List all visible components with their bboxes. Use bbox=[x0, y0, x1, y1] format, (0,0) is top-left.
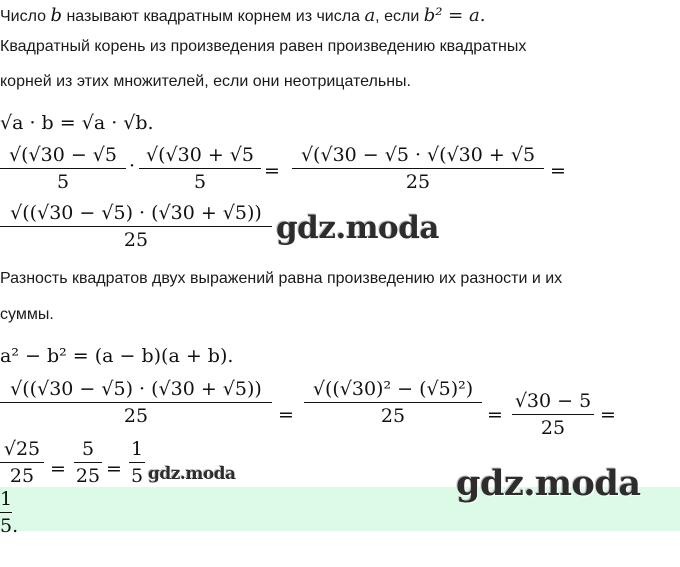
fraction-bar bbox=[0, 462, 44, 463]
fraction-bar bbox=[74, 462, 102, 463]
equals: = bbox=[50, 458, 66, 480]
equals: = bbox=[106, 458, 122, 480]
fraction bbox=[0, 438, 44, 487]
numerator: √((√30 − √5) · (√30 + √5)) bbox=[10, 378, 262, 400]
fraction bbox=[292, 144, 544, 193]
paragraph-line: Квадратный корень из произведения равен произведению квадратных bbox=[0, 38, 527, 55]
equals: = bbox=[487, 404, 503, 426]
numerator: √((√30 − √5) · (√30 + √5)) bbox=[10, 202, 262, 224]
numerator: √25 bbox=[3, 438, 41, 460]
numerator: √(√30 − √5 bbox=[9, 144, 117, 166]
denominator: 25 bbox=[123, 229, 149, 251]
denominator: 25 bbox=[380, 405, 406, 427]
denominator: 5 bbox=[130, 465, 144, 487]
definition-line: Число b называют квадратным корнем из числа a, если b² = a. bbox=[0, 5, 486, 26]
fraction bbox=[0, 144, 126, 193]
rule-product-root: √a · b = √a · √b. bbox=[0, 112, 154, 134]
fraction-bar bbox=[139, 168, 261, 169]
numerator: 1 bbox=[0, 488, 13, 510]
denominator: 5 bbox=[193, 171, 207, 193]
rule-difference-of-squares: a² − b² = (a − b)(a + b). bbox=[0, 345, 234, 367]
fraction-bar bbox=[292, 168, 544, 169]
paragraph-line: корней из этих множителей, если они неотрицательны. bbox=[0, 73, 411, 90]
fraction bbox=[0, 378, 272, 427]
denominator: 25 bbox=[75, 465, 101, 487]
numerator: 1 bbox=[130, 438, 144, 460]
fraction bbox=[304, 378, 482, 427]
fraction bbox=[0, 202, 272, 251]
var-a: a bbox=[364, 5, 376, 26]
paragraph-line: Разность квадратов двух выражений равна произведению их разности и их bbox=[0, 270, 563, 287]
numerator: √(√30 − √5 · √(√30 + √5 bbox=[300, 144, 536, 166]
fraction bbox=[139, 144, 261, 193]
numerator: √((√30)² − (√5)²) bbox=[312, 378, 474, 400]
fraction-bar bbox=[512, 414, 594, 415]
denominator: 25 bbox=[405, 171, 431, 193]
operator: · bbox=[129, 155, 136, 177]
paragraph-line: суммы. bbox=[0, 306, 54, 323]
fraction-bar bbox=[0, 226, 272, 227]
watermark: gdz.moda bbox=[456, 463, 641, 504]
equals: = bbox=[264, 160, 280, 182]
fraction-bar bbox=[304, 402, 482, 403]
fraction-bar bbox=[0, 168, 126, 169]
text-chunk: Число bbox=[0, 8, 47, 25]
watermark: gdz.moda bbox=[276, 210, 439, 246]
equals: = bbox=[278, 404, 294, 426]
fraction-bar bbox=[0, 512, 12, 513]
denominator: 5 bbox=[56, 171, 70, 193]
var-b: b bbox=[50, 5, 62, 26]
formula-b-squared: b² = a. bbox=[423, 5, 486, 26]
denominator: 5. bbox=[0, 515, 19, 537]
fraction bbox=[512, 390, 594, 439]
equals: = bbox=[550, 160, 566, 182]
denominator: 25 bbox=[9, 465, 35, 487]
text-chunk: если bbox=[384, 8, 420, 25]
denominator: 25 bbox=[123, 405, 149, 427]
fraction bbox=[129, 438, 145, 487]
watermark: gdz.moda bbox=[148, 464, 236, 484]
fraction-bar bbox=[0, 402, 272, 403]
text-chunk: называют квадратным корнем из числа bbox=[66, 8, 360, 25]
numerator: √30 − 5 bbox=[514, 390, 592, 412]
answer-fraction bbox=[0, 488, 20, 537]
fraction-bar bbox=[129, 462, 145, 463]
numerator: 5 bbox=[81, 438, 95, 460]
fraction bbox=[74, 438, 102, 487]
denominator: 25 bbox=[540, 417, 566, 439]
equals: = bbox=[600, 404, 616, 426]
numerator: √(√30 + √5 bbox=[146, 144, 254, 166]
